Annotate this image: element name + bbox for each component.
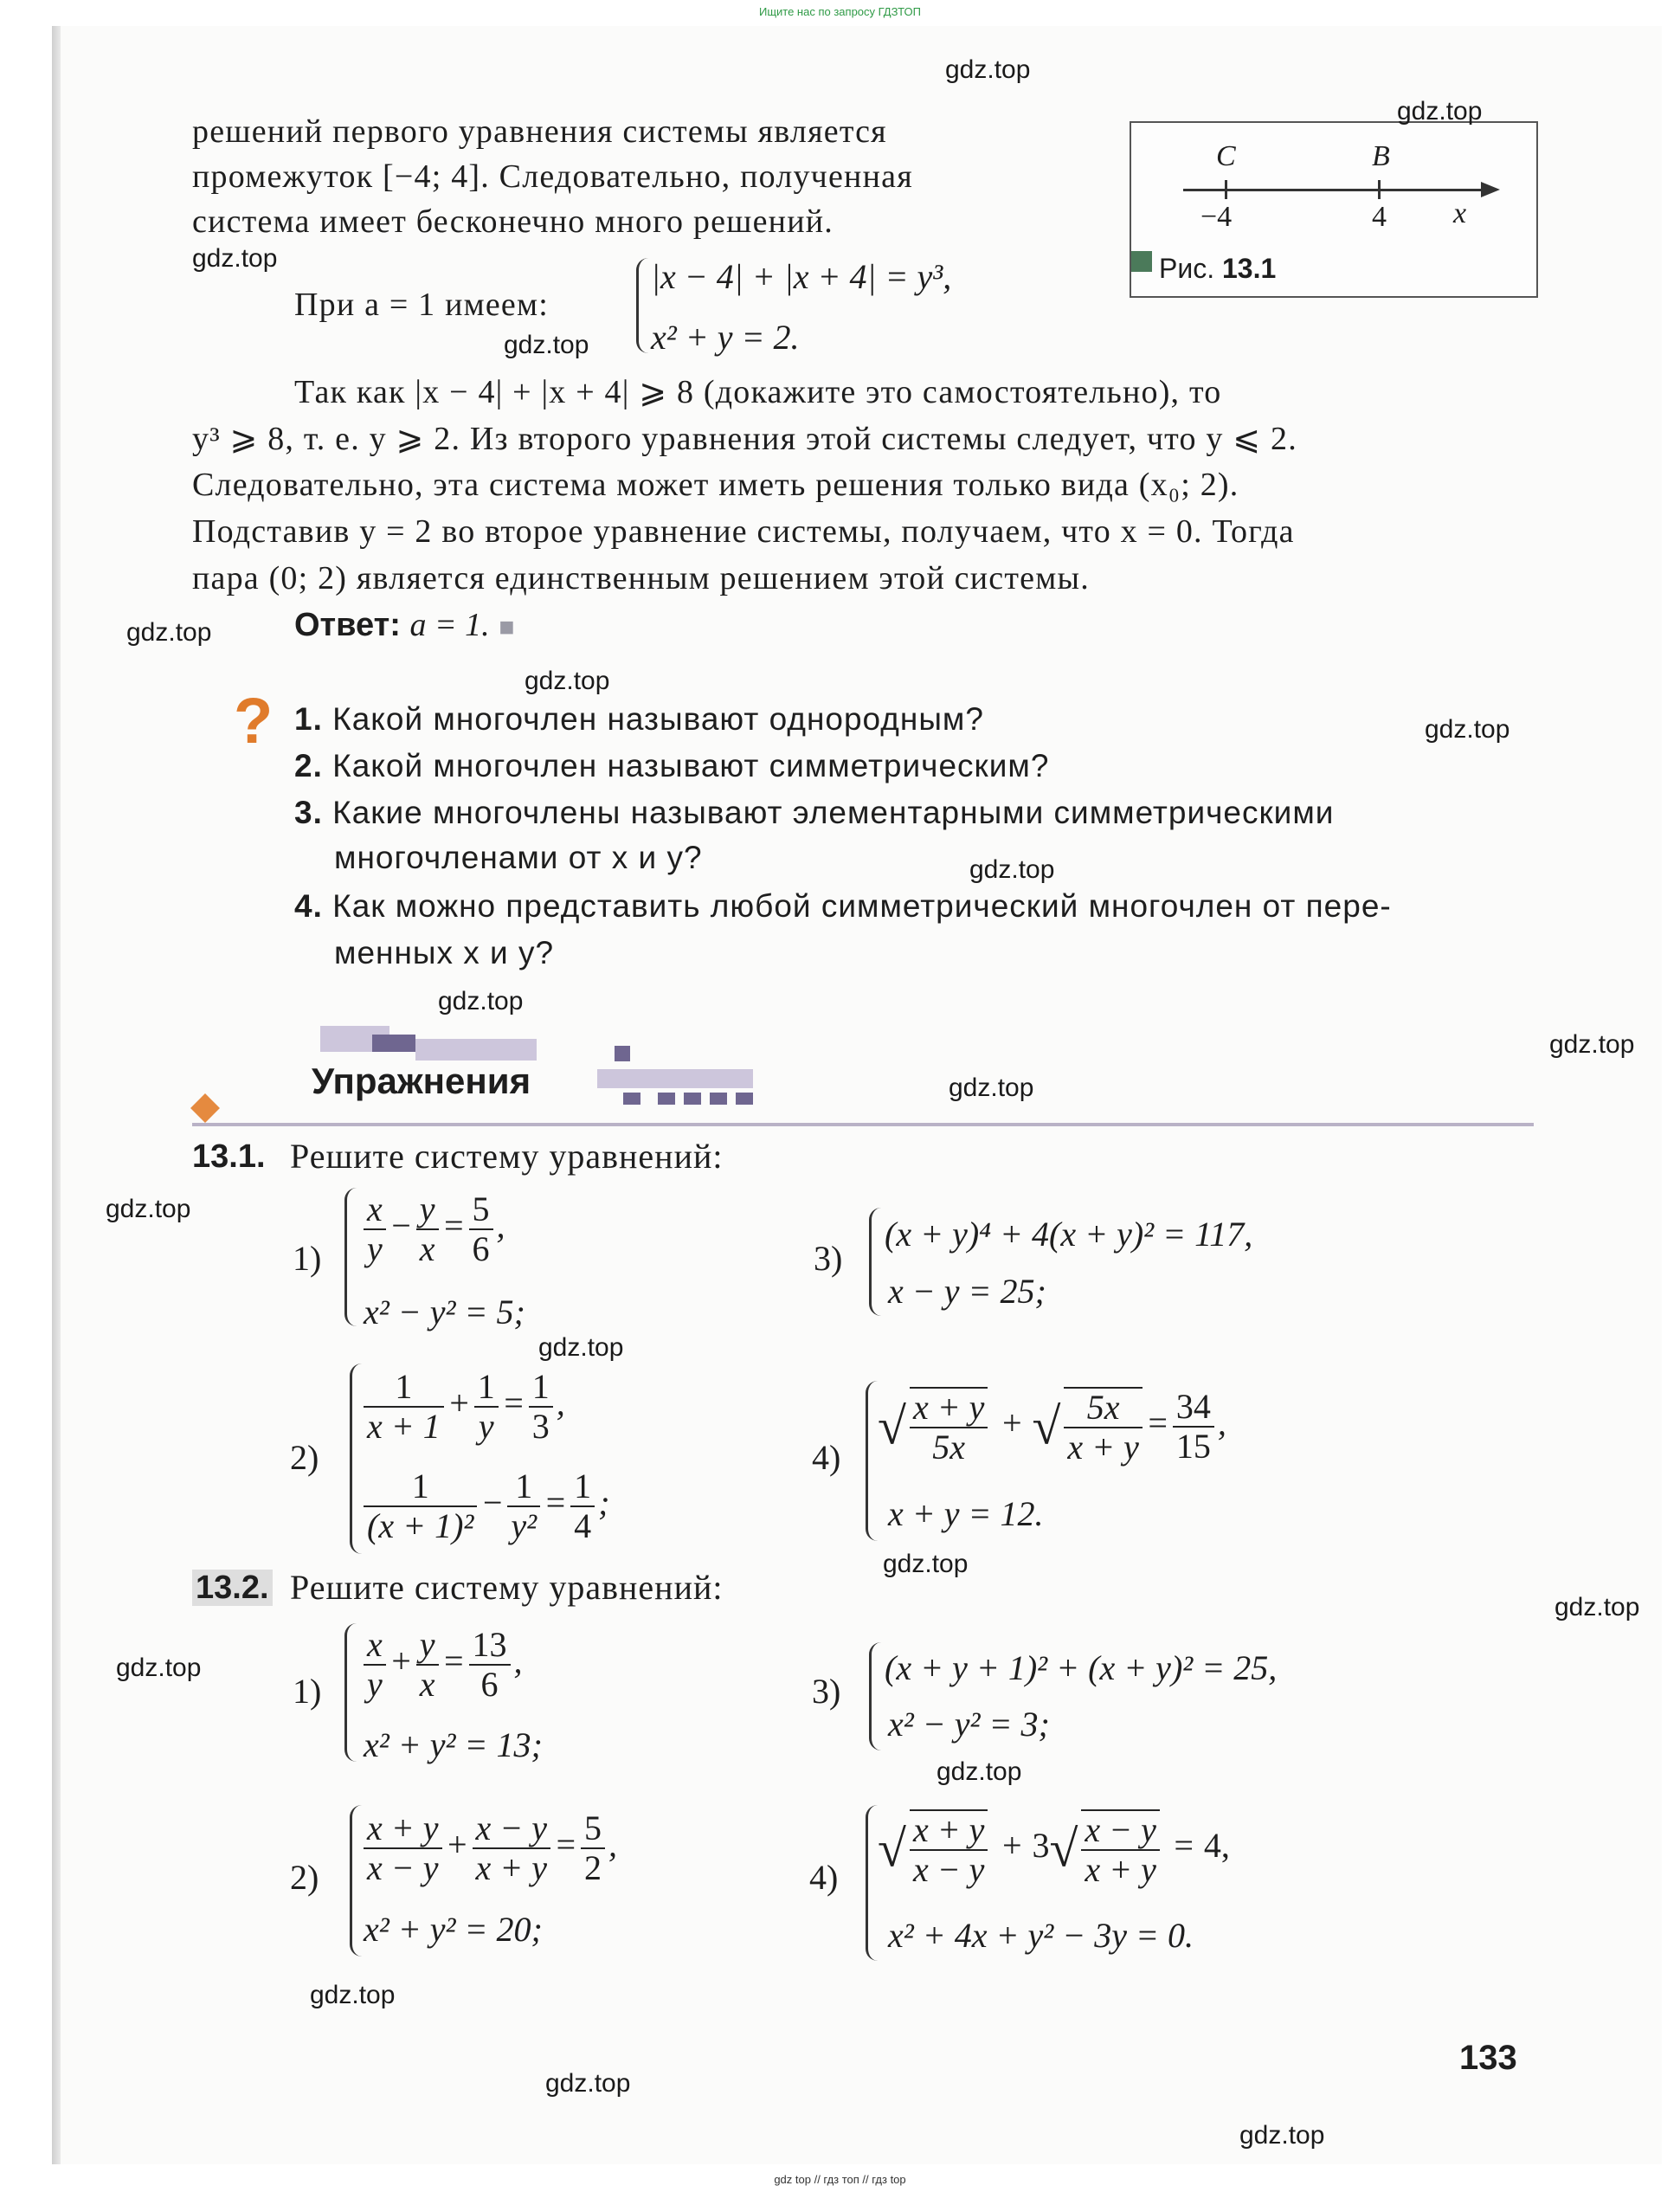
item-label: 1) (293, 1672, 322, 1711)
header-decoration (415, 1039, 537, 1061)
tick-b (1378, 180, 1381, 199)
text-line: y³ ⩾ 8, т. е. y ⩾ 2. Из второго уравнения этой системы следует, что y ⩽ 2. (192, 421, 1297, 457)
equation: x² + y = 2. (651, 318, 800, 357)
header-decoration (736, 1093, 753, 1105)
question-1: 1. Какой многочлен называют однородным? (294, 701, 984, 737)
watermark: gdz.top (504, 331, 589, 359)
exercise-number: 13.2. (192, 1570, 273, 1607)
tick-c (1225, 180, 1227, 199)
header-decoration (623, 1093, 640, 1105)
equation-fraction: $\frac{1}{x + 1}$ + $\frac{1}{y}$ = $\frac{1}{3}$ , (360, 1368, 565, 1446)
header-decoration (372, 1035, 415, 1052)
item-label: 3) (812, 1672, 841, 1711)
watermark: gdz.top (126, 618, 212, 647)
equation-fraction: $\frac{1}{\text{(x + 1)²}}$ − $\frac{1}{\text{y²}}$ = $\frac{1}{4}$ ; (360, 1467, 609, 1545)
item-label: 2) (290, 1858, 319, 1897)
watermark: gdz.top (883, 1550, 969, 1578)
equation-fraction: $\frac{x}{y}$ − $\frac{y}{x}$ = $\frac{5}{6}$ , (360, 1190, 505, 1268)
system-brace (344, 1188, 359, 1326)
text-line: пара (0; 2) является единственным решением этой системы. (192, 560, 1090, 596)
point-label-b: B (1372, 140, 1390, 172)
question-3: 3. Какие многочлены называют элементарными симметрическими (294, 795, 1335, 830)
watermark: gdz.top (192, 244, 278, 273)
bottom-watermark: gdz top // гдз топ // гдз top (774, 2173, 906, 2186)
top-watermark: Ищите нас по запросу ГДЗТОП (758, 5, 921, 18)
watermark: gdz.top (538, 1333, 624, 1362)
header-decoration (597, 1069, 753, 1088)
watermark: gdz.top (1239, 2121, 1325, 2150)
watermark: gdz.top (969, 855, 1055, 884)
exercise-number: 13.1. (192, 1138, 266, 1175)
equation: x² − y² = 5; (364, 1293, 525, 1331)
header-decoration (710, 1093, 727, 1105)
system-brace (344, 1623, 359, 1762)
watermark: gdz.top (1549, 1030, 1635, 1059)
number-line-axis (1183, 189, 1486, 191)
item-label: 2) (290, 1438, 319, 1477)
exercise-task: Решите систему уравнений: (290, 1568, 724, 1607)
question-mark-icon: ? (234, 685, 274, 757)
question-4-cont: менных x и y? (334, 935, 555, 970)
equation: x − y = 25; (888, 1272, 1046, 1311)
equation: (x + y + 1)² + (x + y)² = 25, (885, 1648, 1278, 1687)
exercises-title: Упражнения (312, 1061, 531, 1101)
text-line: Так как |x − 4| + |x + 4| ⩾ 8 (докажите это самостоятельно), то (294, 374, 1222, 410)
equation: x + y = 12. (888, 1494, 1044, 1533)
watermark: gdz.top (525, 667, 610, 695)
point-label-c: C (1216, 140, 1236, 172)
equation: |x − 4| + |x + 4| = y³, (651, 257, 952, 296)
question-2: 2. Какой многочлен называют симметрическим? (294, 748, 1050, 783)
item-label: 1) (293, 1239, 322, 1278)
equation-radicals: √ $\frac{x + y}{x - y}$ + 3√ $\frac{x - y}{x + y}$ = 4, (878, 1810, 1230, 1889)
answer-label: Ответ: (294, 607, 401, 643)
watermark: gdz.top (545, 2069, 631, 2098)
equation-radicals: √ $\frac{x + y}{5x}$ + √ $\frac{5x}{x + y}$ = $\frac{34}{15}$ , (878, 1387, 1226, 1467)
equation: x² − y² = 3; (888, 1705, 1050, 1744)
answer-value: a = 1. (409, 607, 490, 643)
equation-fraction: $\frac{x + y}{x - y}$ + $\frac{x - y}{x + y}$ = $\frac{5}{2}$ , (360, 1809, 617, 1887)
figure-13-1 (1130, 121, 1538, 298)
item-label: 3) (814, 1239, 843, 1278)
textbook-page (61, 26, 1662, 2164)
text-line: промежуток [−4; 4]. Следовательно, полученная (192, 158, 913, 195)
case-lead: При a = 1 имеем: (294, 287, 549, 323)
watermark: gdz.top (106, 1195, 191, 1223)
equation: x² + y² = 20; (364, 1910, 543, 1949)
item-label: 4) (812, 1438, 841, 1477)
tick-value-c: −4 (1200, 201, 1233, 233)
watermark: gdz.top (310, 1981, 396, 2009)
watermark: gdz.top (949, 1073, 1034, 1102)
watermark: gdz.top (1425, 715, 1510, 744)
system-brace (869, 1642, 884, 1750)
watermark: gdz.top (438, 987, 524, 1015)
equation: x² + y² = 13; (364, 1725, 543, 1764)
question-4: 4. Как можно представить любой симметрический многочлен от пере- (294, 888, 1392, 924)
axis-label-x: x (1453, 197, 1467, 229)
system-brace (869, 1208, 884, 1316)
watermark: gdz.top (1554, 1593, 1640, 1621)
page-number: 133 (1459, 2039, 1517, 2077)
item-label: 4) (809, 1858, 839, 1897)
question-3-cont: многочленами от x и y? (334, 840, 703, 875)
text-line: Подставив y = 2 во второе уравнение системы, получаем, что x = 0. Тогда (192, 513, 1295, 550)
text-line: решений первого уравнения системы является (192, 113, 887, 150)
section-divider (192, 1123, 1534, 1126)
equation: x² + 4x + y² − 3y = 0. (888, 1916, 1194, 1955)
answer (294, 606, 514, 644)
watermark: gdz.top (1397, 97, 1483, 126)
end-of-solution-icon: ■ (499, 613, 515, 641)
axis-arrow-icon (1481, 182, 1500, 197)
figure-marker-icon (1131, 251, 1152, 272)
text-line: Следовательно, эта система может иметь решения только вида (x₀; 2). (192, 467, 1239, 503)
watermark: gdz.top (937, 1757, 1022, 1786)
header-decoration (684, 1093, 701, 1105)
text-line: система имеет бесконечно много решений. (192, 203, 834, 240)
watermark: gdz.top (116, 1654, 202, 1682)
figure-caption: Рис. 13.1 (1159, 253, 1277, 284)
exercise-task: Решите систему уравнений: (290, 1137, 724, 1176)
watermark: gdz.top (945, 55, 1031, 84)
header-decoration (615, 1046, 630, 1061)
equation: (x + y)⁴ + 4(x + y)² = 117, (885, 1215, 1253, 1254)
tick-value-b: 4 (1372, 201, 1387, 233)
equation-fraction: $\frac{x}{y}$ + $\frac{y}{x}$ = $\frac{13}{6}$ , (360, 1626, 523, 1704)
header-decoration (658, 1093, 675, 1105)
system-brace (636, 258, 651, 353)
